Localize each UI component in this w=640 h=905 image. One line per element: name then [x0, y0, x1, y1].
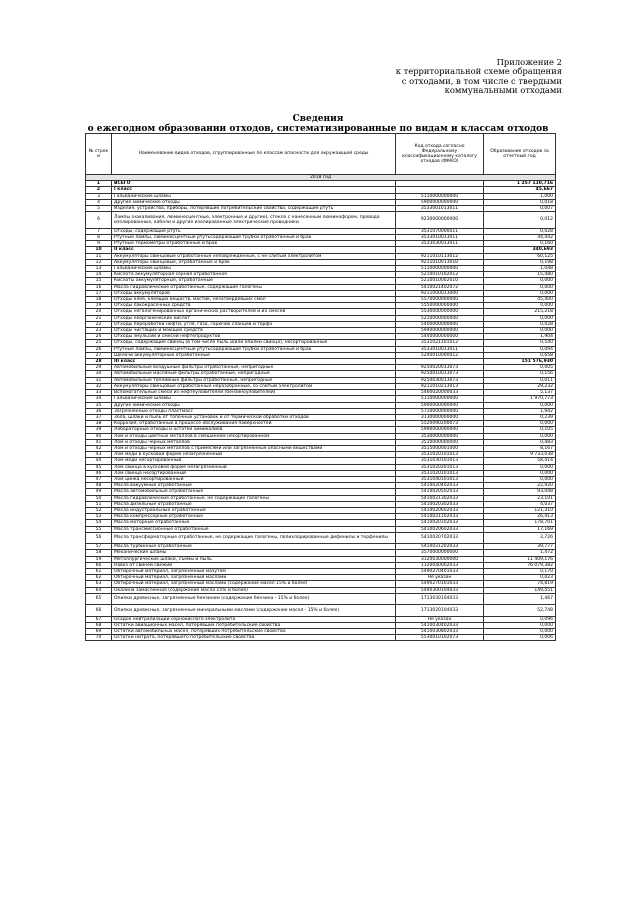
waste-amount: 0,000 [484, 278, 556, 284]
waste-amount: 0,156 [484, 371, 556, 377]
waste-name: Отходы аккумуляторов [112, 290, 396, 296]
fkko-code: 3510000000000 [396, 439, 484, 445]
year-label: 2018 год [86, 175, 556, 181]
waste-amount: 44,442 [484, 235, 556, 241]
waste-amount: 1,000 [484, 193, 556, 199]
waste-name: Лом свинца несортированный [112, 470, 396, 476]
waste-name: Отходы лакокрасочных средств [112, 303, 396, 309]
document-title [74, 114, 562, 134]
waste-name: Лабораторные отходы и остатки химикалиев [112, 427, 396, 433]
fkko-code: 3531020101013 [396, 452, 484, 458]
waste-amount: 45,400 [484, 297, 556, 303]
fkko-code: 5530000000000 [396, 309, 484, 315]
waste-name: Лом и отходы черных металлов [112, 439, 396, 445]
waste-amount: 15,480 [484, 272, 556, 278]
waste-amount: 0,000 [484, 622, 556, 628]
waste-name: I класс [112, 187, 396, 193]
fkko-code: 5900000000000 [396, 402, 484, 408]
waste-amount: 1 970,773 [484, 396, 556, 402]
waste-amount: 1,467 [484, 593, 556, 604]
waste-amount: 0,005 [484, 365, 556, 371]
row-number: 9 [86, 241, 112, 247]
header-name: Наименование видов отходов, сгруппированные по классам опасности для окружающей среды [112, 134, 396, 175]
waste-name: Металлургические шлаки, съемы и пыль [112, 556, 396, 562]
waste-amount: 39,777 [484, 544, 556, 550]
waste-name: Ртутные термометры отработанные и брак [112, 241, 396, 247]
fkko-code: 5210010102012 [396, 272, 484, 278]
waste-name: Отходы, содержащие свинец (в том числе пыль и/или опилки свинца), несортированные [112, 340, 396, 346]
waste-amount: 22,920 [484, 483, 556, 489]
table-row [86, 532, 556, 543]
row-number: 26 [86, 346, 112, 352]
waste-name: Кислота аккумуляторная серная отработанная [112, 272, 396, 278]
waste-amount: 0,007 [484, 206, 556, 212]
fkko-code: 5570000000000 [396, 297, 484, 303]
row-number: 61 [86, 568, 112, 574]
row-number: 55 [86, 526, 112, 532]
waste-amount: 8,167 [484, 445, 556, 451]
row-number: 23 [86, 328, 112, 334]
waste-name: Масла автомобильные отработанные [112, 489, 396, 495]
waste-amount: 0,096 [484, 616, 556, 622]
row-number: 19 [86, 303, 112, 309]
row-number: 33 [86, 390, 112, 396]
waste-name: Механические шламы [112, 550, 396, 556]
waste-name: Гальванические шламы [112, 193, 396, 199]
waste-amount: 17,169 [484, 526, 556, 532]
row-number: 59 [86, 556, 112, 562]
waste-name: Остатки нитрата, потерявшего потребительские свойства [112, 635, 396, 641]
row-number: 5 [86, 206, 112, 212]
waste-name: Другие химические отходы [112, 199, 396, 205]
fkko-code: 5410020302033 [396, 501, 484, 507]
waste-name: Масла гидравлические отработанные, содержащие галогены [112, 284, 396, 290]
waste-amount: 11 409,176 [484, 556, 556, 562]
fkko-code: 3533010013011 [396, 346, 484, 352]
fkko-code: 5410030802033 [396, 628, 484, 634]
waste-name: Отходы переработки нефти, угля, газа, горючих сланцев и торфа [112, 321, 396, 327]
row-number: 13 [86, 266, 112, 272]
waste-amount: 1,904 [484, 334, 556, 340]
row-number: 68 [86, 622, 112, 628]
fkko-code: 5110000000000 [396, 193, 484, 199]
row-number: 30 [86, 371, 112, 377]
waste-amount: 45,667 [484, 187, 556, 193]
row-number: 42 [86, 445, 112, 451]
fkko-code: 5410020702033 [396, 532, 484, 543]
row-number: 11 [86, 253, 112, 259]
fkko-code: 3130000000000 [396, 414, 484, 420]
waste-name: Аккумуляторы свинцовые отработанные неповрежденные, с не слитым электролитом [112, 253, 396, 259]
waste-amount: 58,414 [484, 458, 556, 464]
waste-name: Вспомогательные смеси из нефтеуловителей (бензиноуловителей) [112, 390, 396, 396]
fkko-code: 5110000000000 [396, 266, 484, 272]
waste-amount: 0,028 [484, 321, 556, 327]
waste-name: Автомобильные масляные фильтры отработанные, непригодные [112, 371, 396, 377]
header-value: Образование отходов за отчетный год [484, 134, 556, 175]
waste-name: Обтирочный материал, загрязненный маслами [112, 575, 396, 581]
waste-amount: 0,000 [484, 290, 556, 296]
fkko-code: 5410020502033 [396, 489, 484, 495]
waste-amount: 5,137 [484, 390, 556, 396]
waste-name: Изделия, устройства, приборы, потерявшие потребительские свойства, содержащие ртуть [112, 206, 396, 212]
fkko-code: 5410021102033 [396, 514, 484, 520]
waste-amount: 0,000 [484, 315, 556, 321]
row-number: 38 [86, 421, 112, 427]
row-number: 65 [86, 593, 112, 604]
waste-name: Зола, шлаки и пыль от топочных установок и от термической обработки отходов [112, 414, 396, 420]
row-number: 69 [86, 628, 112, 634]
waste-amount: 0,023 [484, 575, 556, 581]
waste-amount: 23,101 [484, 495, 556, 501]
waste-name: Масла моторные отработанные [112, 520, 396, 526]
waste-amount: 1,472 [484, 550, 556, 556]
row-number: 34 [86, 396, 112, 402]
waste-name: Остатки автомобильных масел, потерявших потребительские свойства [112, 628, 396, 634]
waste-amount: 60,125 [484, 253, 556, 259]
header-row [86, 134, 556, 175]
waste-name: Отходы эмульсий и смесей нефтепродуктов [112, 334, 396, 340]
fkko-code: 5990000000000 [396, 427, 484, 433]
row-number: 46 [86, 470, 112, 476]
fkko-code: 5410021402072 [396, 284, 484, 290]
waste-amount: 0,000 [484, 433, 556, 439]
waste-name: Отходы негалогенированных органических растворителей и их смесей [112, 309, 396, 315]
waste-name: III класс [112, 359, 396, 365]
row-number: 56 [86, 532, 112, 543]
waste-name: Опилки древесные, загрязненные бензином (содержание бензина - 15% и более) [112, 593, 396, 604]
waste-name: Масла гидравлические отработанные, не содержащие галогены [112, 495, 396, 501]
row-number: 60 [86, 562, 112, 568]
waste-amount: 0,028 [484, 228, 556, 234]
row-number: 37 [86, 414, 112, 420]
waste-name: Осадок нейтрализации сернокислого электролита [112, 616, 396, 622]
fkko-code: 5210010002010 [396, 278, 484, 284]
waste-table [85, 133, 556, 641]
fkko-code: 3531021101012 [396, 340, 484, 346]
row-number: 58 [86, 550, 112, 556]
row-number: 70 [86, 635, 112, 641]
waste-name: Автомобильные топливные фильтры отработанные, непригодные [112, 377, 396, 383]
waste-name: Отходы неорганических кислот [112, 315, 396, 321]
fkko-code: 5490270101033 [396, 581, 484, 587]
row-number: 24 [86, 334, 112, 340]
waste-amount: 26,413 [484, 514, 556, 520]
row-number: 51 [86, 501, 112, 507]
waste-amount: 0,540 [484, 340, 556, 346]
row-number: 21 [86, 315, 112, 321]
waste-amount: 0,483 [484, 439, 556, 445]
row-number: 35 [86, 402, 112, 408]
waste-name: Лампы (накаливания, люминесцентные, электронные и другие), стекло с нанесенным люминофором, провода изолированные, кабели и другие изолированные электрические проводники [112, 212, 396, 229]
row-number: 63 [86, 581, 112, 587]
waste-amount: 0,000 [484, 328, 556, 334]
waste-name: Загрязненные отходы пластмасс [112, 408, 396, 414]
row-number: 27 [86, 352, 112, 358]
waste-name: Навоз от свиней свежий [112, 562, 396, 568]
row-number: 15 [86, 278, 112, 284]
row-number: 57 [86, 544, 112, 550]
row-number: 28 [86, 359, 112, 365]
fkko-code: 5110000000000 [396, 396, 484, 402]
table-row [86, 212, 556, 229]
table-row [86, 593, 556, 604]
row-number: 14 [86, 272, 112, 278]
fkko-code: 3533030013011 [396, 241, 484, 247]
fkko-code: 1120040002033 [396, 562, 484, 568]
row-number: 17 [86, 290, 112, 296]
waste-amount: 93,048 [484, 489, 556, 495]
row-number: 48 [86, 483, 112, 489]
table-row [86, 635, 556, 641]
waste-name: Масла вакуумные отработанные [112, 483, 396, 489]
row-number: 67 [86, 616, 112, 622]
fkko-code: 9211010113012 [396, 253, 484, 259]
waste-name: Отходы чистящих и моющих средств [112, 328, 396, 334]
waste-amount: 0,000 [484, 476, 556, 482]
row-number: 53 [86, 514, 112, 520]
row-number: 40 [86, 433, 112, 439]
waste-amount: 149,551 [484, 587, 556, 593]
waste-name: Масла турбинные отработанные [112, 544, 396, 550]
waste-amount: 0,000 [484, 628, 556, 634]
header-num: № строк и [86, 134, 112, 175]
appendix-line-2: к территориальной схеме обращения [395, 66, 562, 77]
row-number: 43 [86, 452, 112, 458]
fkko-code: 1713030104033 [396, 593, 484, 604]
row-number: 22 [86, 321, 112, 327]
fkko-code: 3533010013011 [396, 235, 484, 241]
fkko-code: 5240010000012 [396, 352, 484, 358]
waste-name: Лом меди в кусковой форме незагрязненный [112, 452, 396, 458]
waste-amount: 29,232 [484, 383, 556, 389]
fkko-code: 5440000000000 [396, 334, 484, 340]
row-number: 47 [86, 476, 112, 482]
fkko-code: Не указан [396, 575, 484, 581]
waste-name: Опилки древесные, загрязненные минеральными маслами (содержание масел - 15% и более) [112, 605, 396, 616]
waste-amount: 4,037 [484, 501, 556, 507]
fkko-code: 3531070000011 [396, 228, 484, 234]
waste-amount: 121,310 [484, 507, 556, 513]
fkko-code: 3530000000000 [396, 433, 484, 439]
waste-name: Коррозия, отработанные в процессе обслуживания поверхностей [112, 421, 396, 427]
fkko-code: 5410020602033 [396, 526, 484, 532]
waste-amount: 0,018 [484, 199, 556, 205]
row-number: 6 [86, 212, 112, 229]
row-number: 16 [86, 284, 112, 290]
fkko-code: 5400000000000 [396, 321, 484, 327]
waste-name: Остатки авиационных масел, потерявших потребительские свойства [112, 622, 396, 628]
fkko-code: 9230000000000 [396, 212, 484, 229]
waste-amount: 0,000 [484, 464, 556, 470]
row-number: 31 [86, 377, 112, 383]
waste-amount: 0,094 [484, 346, 556, 352]
waste-name: Масла трансформаторные отработанные, не содержащие галогены, полихлорированные дифенилы и терфенилы [112, 532, 396, 543]
waste-amount: 0,105 [484, 427, 556, 433]
row-number: 10 [86, 247, 112, 253]
fkko-code: 5710000000000 [396, 408, 484, 414]
row-number: 62 [86, 575, 112, 581]
fkko-code: 5940000000000 [396, 328, 484, 334]
waste-name: Кислоты аккумуляторные, отработанные [112, 278, 396, 284]
waste-name: II класс [112, 247, 396, 253]
fkko-code: 3570000000000 [396, 550, 484, 556]
fkko-code: 5410020402033 [396, 483, 484, 489]
waste-name: Аккумуляторы свинцовые, отработанные и брак [112, 259, 396, 265]
row-number: 49 [86, 489, 112, 495]
waste-amount: 178,701 [484, 520, 556, 526]
waste-amount: 0,006 [484, 635, 556, 641]
waste-name: Лом свинца в кусковой форме незагрязненный [112, 464, 396, 470]
waste-name: ВСЕГО [112, 181, 396, 187]
waste-amount: 215,218 [484, 309, 556, 315]
header-code: Код отхода согласно Федеральному классификационному каталогу отходов (ФККО) [396, 134, 484, 175]
fkko-code: 5410030402033 [396, 622, 484, 628]
waste-name: Ртутные лампы, люминесцентные ртутьсодержащие трубки отработанные и брак [112, 346, 396, 352]
fkko-code: 1713020104033 [396, 605, 484, 616]
waste-name: Лом меди несортированный [112, 458, 396, 464]
fkko-code: 5490270401033 [396, 568, 484, 574]
row-number: 4 [86, 199, 112, 205]
waste-name: Щелочи аккумуляторные отработанные [112, 352, 396, 358]
row-number: 2 [86, 187, 112, 193]
waste-amount: 76 079,382 [484, 562, 556, 568]
fkko-code: 5210000000000 [396, 315, 484, 321]
waste-amount: 0,011 [484, 377, 556, 383]
waste-amount: 9 733,038 [484, 452, 556, 458]
table-body [86, 175, 556, 641]
row-number: 1 [86, 181, 112, 187]
fkko-code: 5410021302033 [396, 495, 484, 501]
waste-amount: 0,160 [484, 241, 556, 247]
row-number: 64 [86, 587, 112, 593]
row-number: 52 [86, 507, 112, 513]
appendix-line-4: коммунальными отходами [444, 85, 562, 96]
waste-amount: 0,658 [484, 352, 556, 358]
waste-amount: 52,748 [484, 605, 556, 616]
row-number: 7 [86, 228, 112, 234]
waste-amount: 0,239 [484, 414, 556, 420]
waste-amount: 2,726 [484, 532, 556, 543]
waste-name: Обтирочный материал, загрязненный мазутом [112, 568, 396, 574]
fkko-code: 5520090200073 [396, 421, 484, 427]
fkko-code: 9250020013073 [396, 365, 484, 371]
fkko-code: 9211000013000 [396, 290, 484, 296]
waste-amount: 1,048 [484, 266, 556, 272]
row-number: 18 [86, 297, 112, 303]
row-number: 8 [86, 235, 112, 241]
row-number: 32 [86, 383, 112, 389]
waste-amount: 0,000 [484, 402, 556, 408]
waste-name: Лом и отходы цветных металлов в смешанном несортированном [112, 433, 396, 439]
row-number: 66 [86, 605, 112, 616]
waste-name: Обтирочный материал, загрязненный маслами (содержание масел 15% и более) [112, 581, 396, 587]
waste-amount: 74,819 [484, 581, 556, 587]
row-number: 20 [86, 309, 112, 315]
title-line-2: о ежегодном образовании отходов, систематизированные по видам и классам отходов [87, 124, 549, 134]
waste-amount: 0,000 [484, 284, 556, 290]
fkko-code: 5410021202033 [396, 544, 484, 550]
fkko-code: 9211010213013 [396, 383, 484, 389]
fkko-code: 5490300104033 [396, 587, 484, 593]
fkko-code: 3515000001000 [396, 445, 484, 451]
waste-amount: 0,000 [484, 421, 556, 427]
fkko-code: 5530010102073 [396, 635, 484, 641]
row-number: 36 [86, 408, 112, 414]
fkko-code: Не указан [396, 616, 484, 622]
waste-name: Другие химические отходы [112, 402, 396, 408]
fkko-code: 5550000000000 [396, 303, 484, 309]
waste-amount: 0,198 [484, 259, 556, 265]
waste-name: Аккумуляторы свинцовые отработанные неразобранные, со слитым электролитом [112, 383, 396, 389]
fkko-code: 5460020000033 [396, 390, 484, 396]
waste-name: Масла компрессорные отработанные [112, 514, 396, 520]
waste-name: Масла индустриальные отработанные [112, 507, 396, 513]
fkko-code: 3120030000000 [396, 556, 484, 562]
row-number: 29 [86, 365, 112, 371]
row-number: 45 [86, 464, 112, 470]
waste-name: Окалина замасленная (содержание масла 15% и более) [112, 587, 396, 593]
waste-amount: 0,170 [484, 568, 556, 574]
title-line-1: Сведения [292, 114, 344, 124]
waste-amount: 0,000 [484, 470, 556, 476]
row-number: 41 [86, 439, 112, 445]
row-number: 54 [86, 520, 112, 526]
waste-name: Автомобильные воздушные фильтры отработанные, непригодные [112, 365, 396, 371]
waste-name: Гальванические шламы [112, 266, 396, 272]
fkko-code: 9211010013010 [396, 259, 484, 265]
appendix-line-3: с отходами, в том числе с твердыми [401, 75, 562, 86]
waste-name: Отходы, содержащие ртуть [112, 228, 396, 234]
waste-amount: 340,693 [484, 247, 556, 253]
fkko-code: 3531030101013 [396, 458, 484, 464]
fkko-code: 3531020101013 [396, 470, 484, 476]
fkko-code: 3531020201013 [396, 464, 484, 470]
waste-name: Ртутные лампы, люминесцентные ртутьсодержащие трубки отработанные и брак [112, 235, 396, 241]
fkko-code: 5410020102033 [396, 520, 484, 526]
appendix-line-1: Приложение 2 [496, 57, 562, 67]
waste-amount: 1,942 [484, 408, 556, 414]
row-number: 25 [86, 340, 112, 346]
waste-name: Масла трансмиссионные отработанные [112, 526, 396, 532]
fkko-code: 5900000000000 [396, 199, 484, 205]
fkko-code: 9250010013073 [396, 371, 484, 377]
waste-name: Лом цинка несортированный [112, 476, 396, 482]
waste-amount: 1 257 110,716 [484, 181, 556, 187]
fkko-code: 9250030013073 [396, 377, 484, 383]
row-number: 44 [86, 458, 112, 464]
row-number: 39 [86, 427, 112, 433]
waste-name: Отходы клея, клеящих веществ, мастик, незатвердевших смол [112, 297, 396, 303]
row-number: 3 [86, 193, 112, 199]
row-number: 12 [86, 259, 112, 265]
waste-amount: 0,000 [484, 303, 556, 309]
waste-amount: 0,012 [484, 212, 556, 229]
row-number: 50 [86, 495, 112, 501]
waste-amount: 151 576,930 [484, 359, 556, 365]
waste-name: Лом и отходы черных металлов с примесями или загрязненные опасными веществами [112, 445, 396, 451]
fkko-code: 3531040101013 [396, 476, 484, 482]
waste-name: Масла дизельные отработанные [112, 501, 396, 507]
fkko-code: 5410020602033 [396, 507, 484, 513]
fkko-code: 3533001013011 [396, 206, 484, 212]
table-row [86, 605, 556, 616]
appendix-heading [330, 58, 562, 96]
waste-name: Гальванические шламы [112, 396, 396, 402]
